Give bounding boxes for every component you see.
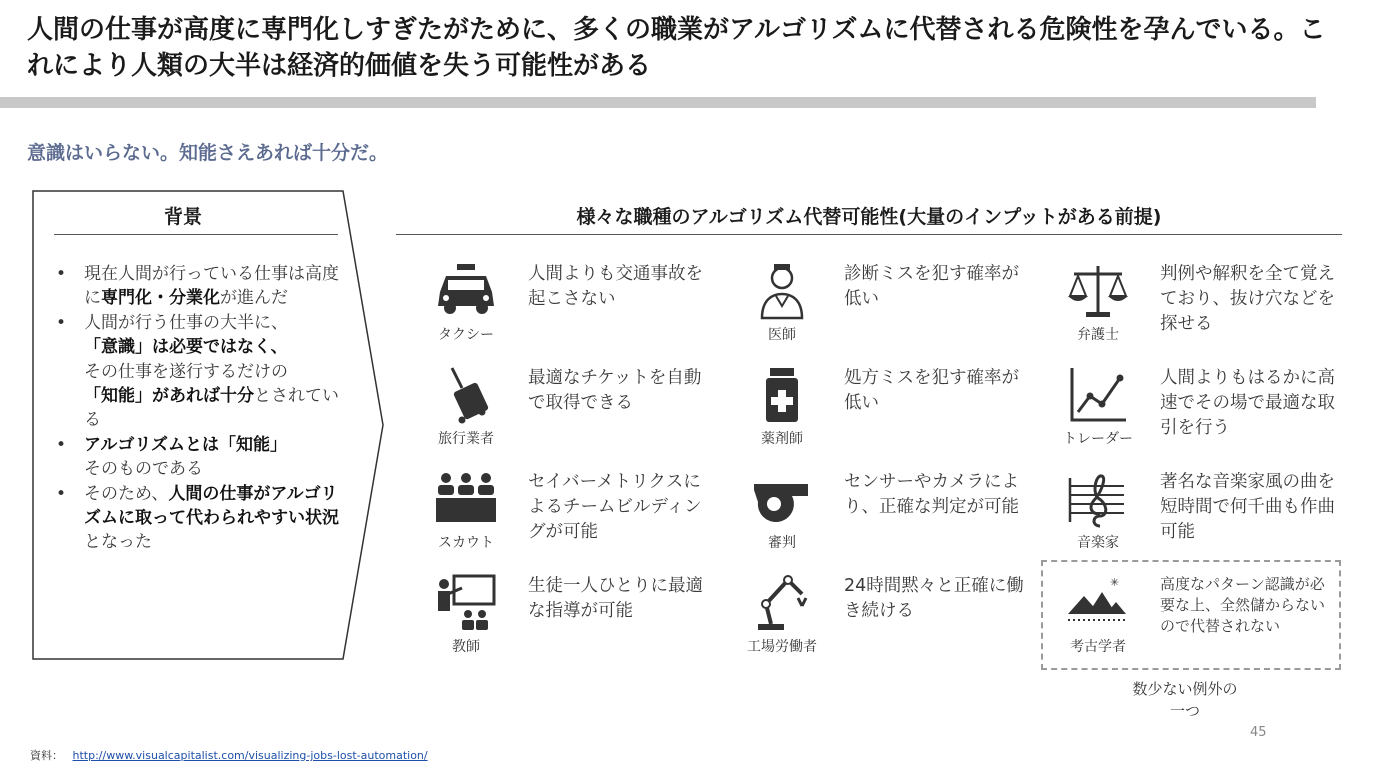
source-line	[30, 747, 428, 763]
job-label: 考古学者	[1070, 639, 1126, 655]
background-heading: 背景	[163, 206, 202, 228]
job-description: 高度なパターン認識が必要な上、全然儲からないので代替されない	[1160, 575, 1326, 635]
scales-icon	[1064, 262, 1132, 322]
job-doctor	[748, 262, 1048, 362]
page-title: 人間の仕事が高度に専門化しすぎたがために、多くの職業がアルゴリズムに代替される危険性を孕んでいる。これにより人類の大半は経済的価値を失う可能性がある	[27, 15, 1326, 81]
job-description: 人間よりもはるかに高速でその場で最適な取引を行う	[1160, 368, 1335, 438]
source-label: 資料：	[30, 749, 63, 762]
job-description: 判例や解釈を全て覚えており、抜け穴などを探せる	[1160, 264, 1335, 334]
job-label: スカウト	[438, 535, 494, 551]
job-description: 処方ミスを犯す確率が低い	[844, 368, 1019, 413]
job-description: 著名な音楽家風の曲を短時間で何千曲も作曲可能	[1160, 472, 1335, 542]
job-lawyer	[1064, 262, 1364, 362]
job-pharmacist	[748, 366, 1048, 466]
job-referee	[748, 470, 1048, 570]
taxi-icon	[432, 262, 500, 322]
job-label: 薬剤師	[761, 431, 803, 447]
job-travel-agent	[432, 366, 732, 466]
job-taxi	[432, 262, 732, 362]
bullet-item: • アルゴリズムとは「知能」 そのものである	[50, 433, 340, 482]
job-description: 24時間黙々と正確に働き続ける	[844, 576, 1024, 621]
robot-arm-icon	[748, 574, 816, 634]
job-description: 生徒一人ひとりに最適な指導が可能	[528, 576, 703, 621]
job-label: 教師	[452, 639, 480, 655]
job-description: 人間よりも交通事故を起こさない	[528, 264, 703, 309]
background-bullet-list	[50, 262, 340, 555]
job-label: タクシー	[438, 327, 494, 343]
job-label: 音楽家	[1077, 535, 1119, 551]
music-staff-icon	[1064, 470, 1132, 530]
doctor-icon	[748, 262, 816, 322]
job-label: 弁護士	[1077, 327, 1119, 343]
job-description: 診断ミスを犯す確率が低い	[844, 264, 1019, 309]
jobs-heading-rule	[396, 234, 1342, 235]
bullet-item: • そのため、人間の仕事がアルゴリズムに取って代わられやすい状況となった	[50, 482, 340, 555]
job-label: 旅行業者	[438, 431, 494, 447]
subtitle: 意識はいらない。知能さえあれば十分だ。	[27, 142, 389, 164]
job-description: 最適なチケットを自動で取得できる	[528, 368, 702, 413]
job-description: セイバーメトリクスによるチームビルディングが可能	[528, 472, 702, 542]
line-chart-icon	[1064, 366, 1132, 426]
bullet-item: • 人間が行う仕事の大半に、 「意識」は必要ではなく、 その仕事を遂行するだけの 「知能」があれば十分とされている	[50, 311, 340, 433]
svg-text:✳: ✳	[1110, 576, 1120, 589]
page-number: 45	[1250, 725, 1267, 740]
job-label: 医師	[768, 327, 796, 343]
job-label: 審判	[768, 535, 796, 551]
job-trader	[1064, 366, 1364, 466]
medicine-bottle-icon	[748, 366, 816, 426]
title-divider	[0, 97, 1316, 108]
background-heading-rule	[54, 234, 338, 235]
bullet-item: • 現在人間が行っている仕事は高度に専門化・分業化が進んだ	[50, 262, 340, 311]
exception-caption: 数少ない例外の一つ	[1132, 680, 1238, 720]
team-icon	[432, 470, 500, 530]
teacher-icon	[432, 574, 500, 634]
source-link[interactable]: http://www.visualcapitalist.com/visualizing-jobs-lost-automation/	[72, 749, 428, 762]
job-musician	[1064, 470, 1364, 570]
pyramids-icon	[1064, 574, 1132, 634]
job-archaeologist	[1064, 574, 1364, 674]
job-description: センサーやカメラにより、正確な判定が可能	[844, 472, 1019, 517]
luggage-icon	[432, 366, 500, 426]
whistle-icon	[748, 470, 816, 530]
job-teacher	[432, 574, 732, 674]
job-label: 工場労働者	[747, 639, 817, 655]
job-scout	[432, 470, 732, 570]
jobs-heading: 様々な職種のアルゴリズム代替可能性(大量のインプットがある前提)	[576, 206, 1162, 228]
job-factory-worker	[748, 574, 1048, 674]
job-label: トレーダー	[1063, 431, 1133, 447]
